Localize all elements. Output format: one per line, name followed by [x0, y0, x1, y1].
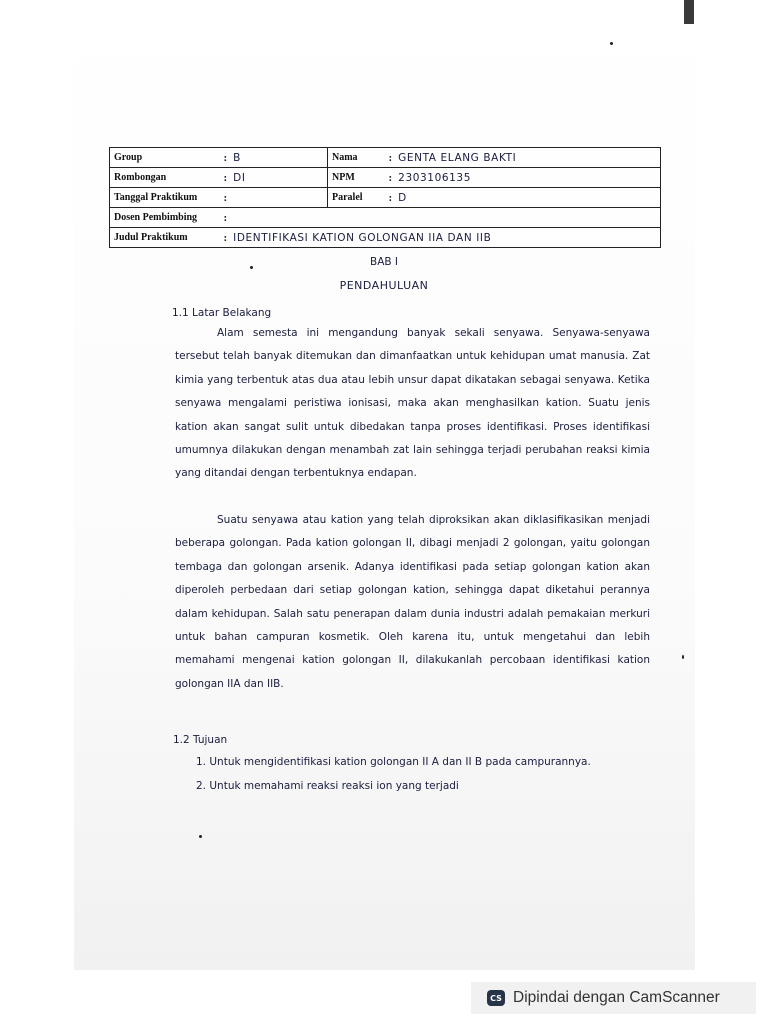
table-row: [110, 148, 661, 168]
chapter-title: PENDAHULUAN: [339, 279, 429, 292]
tanggal-label: Tanggal Praktikum: [110, 188, 220, 208]
table-row: [110, 168, 661, 188]
watermark-text: Dipindai dengan CamScanner: [513, 989, 720, 1006]
tanggal-value-cell: :: [220, 188, 328, 208]
background-paragraph-1: Alam semesta ini mengandung banyak sekali senyawa. Senyawa-senyawa tersebut telah banyak ditemukan dan dimanfaatkan untuk kehidupan umat manusia. Zat kimia yang terbentuk atas dua atau lebih unsur dapat dikatakan sebagai senyawa. Ketika senyawa mengalami peristiwa ionisasi, maka akan menghasilkan kation. Suatu jenis kation akan sangat sulit untuk dibedakan tanpa proses identifikasi. Proses identifikasi umumnya dilakukan dengan menambah zat lain sehingga terjadi perubahan reaksi kimia yang ditandai dengan terbentuknya endapan.: [175, 327, 650, 480]
group-value: B: [233, 151, 241, 164]
goal-item-1: 1. Untuk mengidentifikasi kation golongan II A dan II B pada campurannya.: [196, 756, 591, 768]
rombongan-label: Rombongan: [110, 168, 220, 188]
practicum-header-table: [109, 147, 661, 248]
group-label: Group: [110, 148, 220, 168]
judul-label: Judul Praktikum: [110, 228, 220, 248]
group-value-cell: : B: [220, 148, 328, 168]
ink-speck: [610, 42, 613, 45]
judul-value: IDENTIFIKASI KATION GOLONGAN IIA DAN IIB: [233, 231, 492, 244]
rombongan-value-cell: : DI: [220, 168, 328, 188]
table-row: [110, 208, 661, 228]
nama-value-cell: : GENTA ELANG BAKTI: [385, 148, 661, 168]
background-paragraph-2: Suatu senyawa atau kation yang telah diproksikan akan diklasifikasikan menjadi beberapa golongan. Pada kation golongan II, dibagi menjadi 2 golongan, yaitu golongan tembaga dan golongan arsenik. Adanya identifikasi pada setiap golongan kation akan diperoleh perbedaan dari setiap golongan kation, sehingga dapat diketahui perannya dalam kehidupan. Salah satu penerapan dalam dunia industri adalah pemakaian merkuri untuk bahan campuran kosmetik. Oleh karena itu, untuk mengetahui dan lebih memahami mengenai kation golongan II, dilakukanlah percobaan identifikasi kation golongan IIA dan IIB.: [175, 514, 650, 690]
judul-value-cell: : IDENTIFIKASI KATION GOLONGAN IIA DAN IIB: [220, 228, 661, 248]
scan-edge-mark: [684, 0, 694, 24]
dosen-label: Dosen Pembimbing: [110, 208, 220, 228]
chapter-number: BAB I: [369, 256, 399, 268]
camscanner-watermark: [471, 982, 756, 1014]
section-heading-latar-belakang: 1.1 Latar Belakang: [172, 307, 272, 319]
goal-item-2: 2. Untuk memahami reaksi reaksi ion yang terjadi: [196, 780, 459, 792]
dosen-value-cell: :: [220, 208, 661, 228]
table-row: [110, 228, 661, 248]
rombongan-value: DI: [233, 171, 246, 184]
table-row: [110, 188, 661, 208]
paralel-value: D: [398, 191, 407, 204]
camscanner-logo-icon: CS: [487, 990, 505, 1006]
nama-label: Nama: [328, 148, 385, 168]
ink-speck: [199, 835, 202, 838]
ink-speck: [682, 655, 684, 659]
paralel-value-cell: : D: [385, 188, 661, 208]
section-heading-tujuan: 1.2 Tujuan: [173, 734, 228, 746]
npm-value-cell: : 2303106135: [385, 168, 661, 188]
paralel-label: Paralel: [328, 188, 385, 208]
npm-value: 2303106135: [398, 171, 471, 184]
npm-label: NPM: [328, 168, 385, 188]
nama-value: GENTA ELANG BAKTI: [398, 151, 517, 164]
